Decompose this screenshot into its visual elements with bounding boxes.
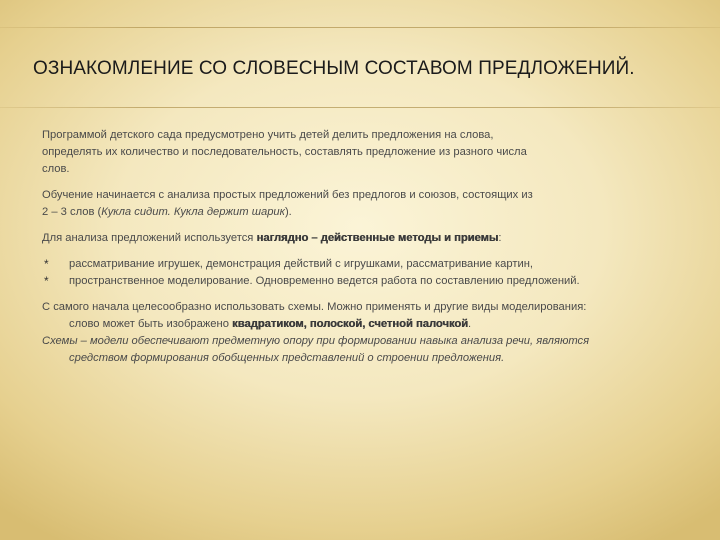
- methods-list: [42, 256, 682, 290]
- list-item-text: рассматривание игрушек, демонстрация действий с игрушками, рассматривание картин,: [69, 258, 534, 270]
- paragraph-program-line2: определять их количество и последовательность, составлять предложение из разного числа: [42, 146, 527, 158]
- title-bottom-rule: [0, 107, 720, 108]
- paragraph-schemes-line2: [42, 316, 682, 333]
- schemes-emphasis: квадратиком, полоской, счетной палочкой: [232, 318, 468, 330]
- paragraph-training-line2-suffix: ).: [284, 206, 292, 218]
- paragraph-schemes: [42, 299, 682, 333]
- example-sentences: Кукла сидит. Кукла держит шарик: [101, 206, 285, 218]
- methods-emphasis: наглядно – действенные методы и приемы: [256, 232, 499, 244]
- paragraph-methods-prefix: Для анализа предложений используется: [42, 232, 257, 244]
- paragraph-methods-suffix: :: [498, 232, 502, 244]
- paragraph-training-line2-prefix: 2 – 3 слов (: [42, 206, 102, 218]
- paragraph-schemes-line2-suffix: .: [468, 318, 472, 330]
- list-item: [42, 256, 682, 273]
- asterisk-bullet-icon: *: [44, 257, 49, 271]
- paragraph-program-line3: слов.: [42, 163, 70, 175]
- paragraph-methods: [42, 230, 682, 247]
- slide-title: ОЗНАКОМЛЕНИЕ СО СЛОВЕСНЫМ СОСТАВОМ ПРЕДЛОЖЕНИЙ.: [33, 58, 635, 79]
- paragraph-models-line2: средством формирования обобщенных представлений о строении предложения.: [69, 352, 505, 364]
- paragraph-schemes-line2-prefix: слово может быть изображено: [69, 318, 233, 330]
- paragraph-models-line1: Схемы – модели обеспечивают предметную опору при формировании навыка анализа речи, являются: [42, 335, 590, 347]
- asterisk-bullet-icon: *: [44, 274, 49, 288]
- paragraph-program-line1: Программой детского сада предусмотрено учить детей делить предложения на слова,: [42, 129, 494, 141]
- title-top-rule: [0, 27, 720, 28]
- paragraph-schemes-line1: С самого начала целесообразно использовать схемы. Можно применять и другие виды моделирования:: [42, 301, 587, 313]
- paragraph-training-line1: Обучение начинается с анализа простых предложений без предлогов и союзов, состоящих из: [42, 189, 533, 201]
- paragraph-program: [42, 127, 682, 178]
- slide-body: [42, 127, 682, 367]
- paragraph-models: [42, 333, 682, 367]
- paragraph-training: [42, 187, 682, 221]
- list-item-text: пространственное моделирование. Одновременно ведется работа по составлению предложений.: [69, 275, 580, 287]
- list-item: [42, 273, 682, 290]
